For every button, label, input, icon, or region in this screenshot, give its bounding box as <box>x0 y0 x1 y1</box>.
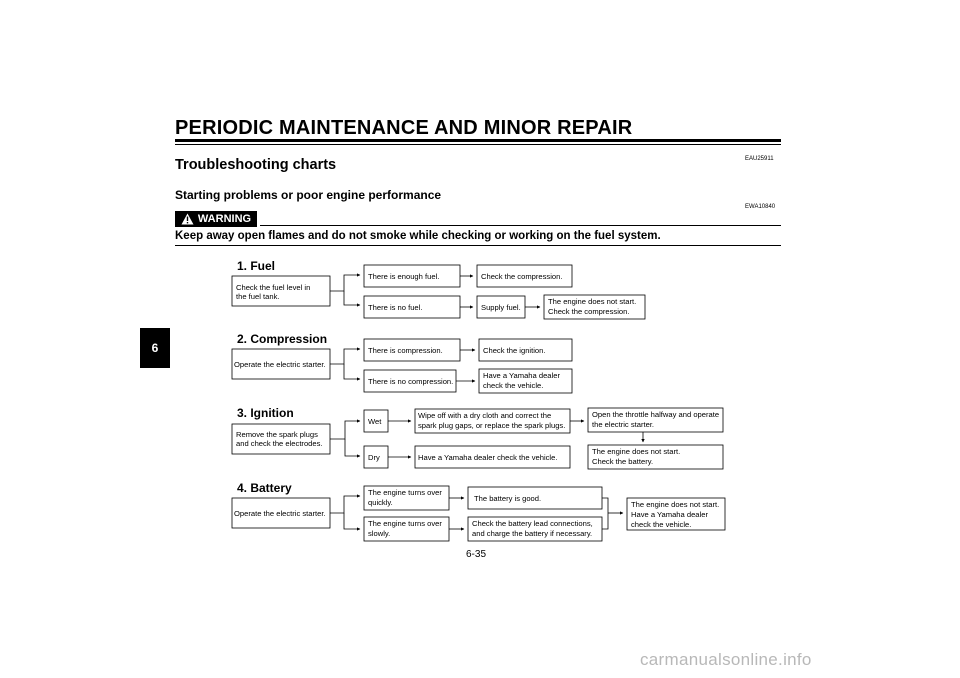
ignition-wipe-box <box>415 409 570 433</box>
svg-text:Open the throttle halfway and: Open the throttle halfway and operate <box>592 410 720 419</box>
svg-text:Check the battery lead connect: Check the battery lead connections, <box>472 519 593 528</box>
svg-text:check the vehicle.: check the vehicle. <box>483 381 544 390</box>
svg-text:Check the compression.: Check the compression. <box>481 272 563 281</box>
fuel-section <box>232 259 645 319</box>
section-title: Troubleshooting charts <box>175 157 337 173</box>
ignition-dealer-box <box>415 446 570 468</box>
ignition-branch-b-arrow <box>345 439 360 456</box>
chapter-tab-label: 6 <box>151 341 159 355</box>
svg-text:Check the ignition.: Check the ignition. <box>483 346 546 355</box>
battery-check-leads-box <box>468 517 602 541</box>
svg-text:Remove the spark plugs: Remove the spark plugs <box>236 430 318 439</box>
svg-text:There is no fuel.: There is no fuel. <box>368 303 423 312</box>
fuel-none-box <box>364 296 460 318</box>
svg-text:Check the compression.: Check the compression. <box>548 307 630 316</box>
ignition-title: 3. Ignition <box>237 406 294 420</box>
battery-start-box <box>232 498 330 528</box>
svg-text:The engine does not start.: The engine does not start. <box>592 447 681 456</box>
svg-text:Wet: Wet <box>368 417 382 426</box>
compression-branch-a-arrow <box>330 349 360 364</box>
page-number: 6-35 <box>466 549 487 560</box>
ignition-wet-box <box>364 410 388 432</box>
svg-text:Have a Yamaha dealer check the: Have a Yamaha dealer check the vehicle. <box>418 453 558 462</box>
svg-text:the electric starter.: the electric starter. <box>592 420 655 429</box>
svg-text:spark plug gaps, or replace th: spark plug gaps, or replace the spark plugs. <box>418 421 566 430</box>
ignition-start-box <box>232 424 330 454</box>
battery-slow-box <box>364 517 449 541</box>
section-code: EAU25911 <box>745 156 774 162</box>
svg-text:The engine turns over: The engine turns over <box>368 488 442 497</box>
ignition-dry-box <box>364 446 388 468</box>
fuel-check-compression-box <box>477 265 572 287</box>
warning-text: Keep away open flames and do not smoke while checking or working on the fuel system. <box>175 230 661 242</box>
compression-title: 2. Compression <box>237 332 328 346</box>
warning-code: EWA10840 <box>745 204 776 210</box>
svg-text:and check the electrodes.: and check the electrodes. <box>236 439 323 448</box>
svg-text:There is no compression.: There is no compression. <box>368 377 454 386</box>
fuel-start-box <box>232 276 330 306</box>
svg-text:Check the battery.: Check the battery. <box>592 457 654 466</box>
fuel-enough-box <box>364 265 460 287</box>
svg-text:There is compression.: There is compression. <box>368 346 443 355</box>
ignition-no-start-box <box>588 445 723 469</box>
svg-text:and charge the battery if nece: and charge the battery if necessary. <box>472 529 593 538</box>
svg-text:Dry: Dry <box>368 453 380 462</box>
battery-section <box>232 481 725 541</box>
battery-branch-a-arrow <box>330 496 360 513</box>
svg-text:Wipe off with a dry cloth and: Wipe off with a dry cloth and correct the <box>418 411 552 420</box>
svg-text:quickly.: quickly. <box>368 498 393 507</box>
compression-section <box>232 332 572 393</box>
svg-text:Operate the electric starter.: Operate the electric starter. <box>234 360 326 369</box>
svg-text:Supply fuel.: Supply fuel. <box>481 303 521 312</box>
compression-branch-b-arrow <box>344 364 360 379</box>
svg-text:the fuel tank.: the fuel tank. <box>236 292 280 301</box>
ignition-section <box>232 406 723 469</box>
svg-text:There is enough fuel.: There is enough fuel. <box>368 272 440 281</box>
svg-text:The battery is good.: The battery is good. <box>474 494 542 503</box>
svg-text:Have a Yamaha dealer: Have a Yamaha dealer <box>483 371 560 380</box>
svg-text:The engine does not start.: The engine does not start. <box>548 297 637 306</box>
svg-text:Operate the electric starter.: Operate the electric starter. <box>234 509 326 518</box>
subsection-title: Starting problems or poor engine performance <box>175 188 442 202</box>
fuel-supply-box <box>477 296 525 318</box>
battery-title: 4. Battery <box>237 481 292 495</box>
warning-label: WARNING <box>197 213 252 225</box>
battery-good-box <box>468 487 602 509</box>
compression-check-ignition-box <box>479 339 572 361</box>
svg-text:Check the fuel level in: Check the fuel level in <box>236 283 311 292</box>
compression-dealer-box <box>479 369 572 393</box>
battery-branch-b-arrow <box>344 513 360 529</box>
compression-yes-box <box>364 339 460 361</box>
chapter-title: PERIODIC MAINTENANCE AND MINOR REPAIR <box>175 117 633 139</box>
fuel-branch-a-arrow <box>330 275 360 291</box>
svg-text:slowly.: slowly. <box>368 529 391 538</box>
ignition-throttle-box <box>588 408 723 432</box>
fuel-no-start-box <box>544 295 645 319</box>
compression-start-box <box>232 349 330 379</box>
svg-text:The engine turns over: The engine turns over <box>368 519 442 528</box>
fuel-title: 1. Fuel <box>237 259 276 273</box>
svg-text:check the vehicle.: check the vehicle. <box>631 520 692 529</box>
ignition-branch-a-arrow <box>330 421 360 439</box>
svg-text:Have a Yamaha dealer: Have a Yamaha dealer <box>631 510 708 519</box>
fuel-branch-b-arrow <box>344 291 360 305</box>
battery-merge-bracket <box>602 498 608 529</box>
battery-final-box <box>627 498 725 530</box>
battery-quick-box <box>364 486 449 510</box>
svg-text:The engine does not start.: The engine does not start. <box>631 500 720 509</box>
watermark[interactable]: carmanualsonline.info <box>640 650 812 669</box>
compression-no-box <box>364 370 456 392</box>
